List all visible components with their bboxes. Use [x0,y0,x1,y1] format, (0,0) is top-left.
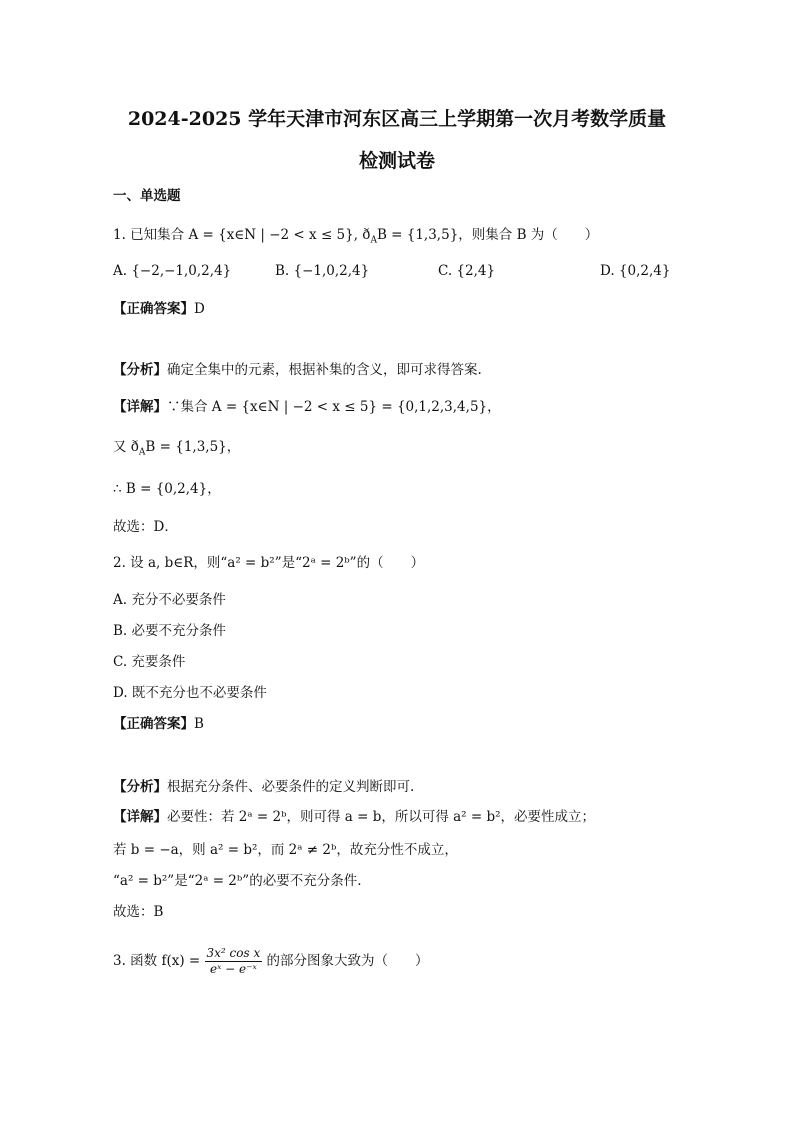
q1-stem [113,225,598,251]
q2-detail-3: “a² = b²”是“2ᵃ = 2ᵇ”的必要不充分条件. [113,873,362,889]
q3-stem [113,944,429,978]
q2-option-c: C. 充要条件 [113,654,186,670]
q1-option-c: C. {2,4} [438,263,496,279]
q2-option-b: B. 必要不充分条件 [113,623,227,639]
q1-answer [113,299,205,319]
q2-detail-label: 【详解】 [113,809,167,825]
q1-detail-3: ∴ B = {0,2,4}， [113,481,221,497]
q1-option-a: A. {−2,−1,0,2,4} [113,263,232,279]
doc-title-line1: 2024-2025 学年天津市河东区高三上学期第一次月考数学质量 [127,108,667,130]
q3-stem-post: 的部分图象大致为（ ） [262,953,429,969]
q1-detail-2-rest: B = {1,3,5}， [145,439,241,455]
q3-stem-pre: 3. 函数 f(x) = [113,953,205,969]
q2-analysis-label: 【分析】 [113,779,167,795]
q1-detail-2-sub: A [138,447,146,458]
q1-stem-sub: A [370,235,377,246]
q2-detail-4: 故选：B [113,904,164,920]
q1-detail-1-text: ∵集合 A = {x∈N | −2 < x ≤ 5} = {0,1,2,3,4,5}， [167,399,501,415]
q1-answer-label: 【正确答案】 [113,301,194,317]
q1-analysis-label: 【分析】 [113,362,167,378]
q2-analysis [113,777,414,797]
q2-answer-value: B [194,716,204,732]
q1-option-d: D. {0,2,4} [600,263,671,279]
q1-detail-2 [113,437,240,463]
q1-detail-label: 【详解】 [113,399,167,415]
q1-option-b: B. {−1,0,2,4} [275,263,370,279]
q2-detail-1 [113,807,595,827]
q1-stem-text: 1. 已知集合 A = {x∈N | −2 < x ≤ 5}, ð [113,227,371,243]
section-heading: 一、单选题 [113,188,181,204]
q2-detail-2: 若 b = −a，则 a² = b²，而 2ᵃ ≠ 2ᵇ，故充分性不成立， [113,842,458,858]
q1-detail-1 [113,397,501,417]
q1-answer-value: D [194,301,205,317]
q1-stem-rest: B = {1,3,5}，则集合 B 为（ ） [376,227,599,243]
q1-analysis [113,360,482,380]
q1-detail-4: 故选：D． [113,519,178,535]
q2-analysis-text: 根据充分条件、必要条件的定义判断即可. [167,779,415,795]
q3-fraction [205,946,263,977]
q2-detail-1-text: 必要性：若 2ᵃ = 2ᵇ，则可得 a = b，所以可得 a² = b²，必要性成立； [167,809,596,825]
q2-answer-label: 【正确答案】 [113,716,194,732]
q2-answer [113,714,204,734]
q2-stem: 2. 设 a, b∈R，则“a² = b²”是“2ᵃ = 2ᵇ”的（ ） [113,555,425,571]
q2-option-d: D. 既不充分也不必要条件 [113,685,267,701]
q1-analysis-text: 确定全集中的元素，根据补集的含义，即可求得答案. [167,362,482,378]
q2-option-a: A. 充分不必要条件 [113,592,226,608]
q3-denominator: eˣ − e⁻ˣ [210,962,257,976]
q3-numerator: 3x² cos x [206,946,261,960]
doc-title-line2: 检测试卷 [358,150,435,172]
q1-detail-2-pre: 又 ð [113,439,139,455]
